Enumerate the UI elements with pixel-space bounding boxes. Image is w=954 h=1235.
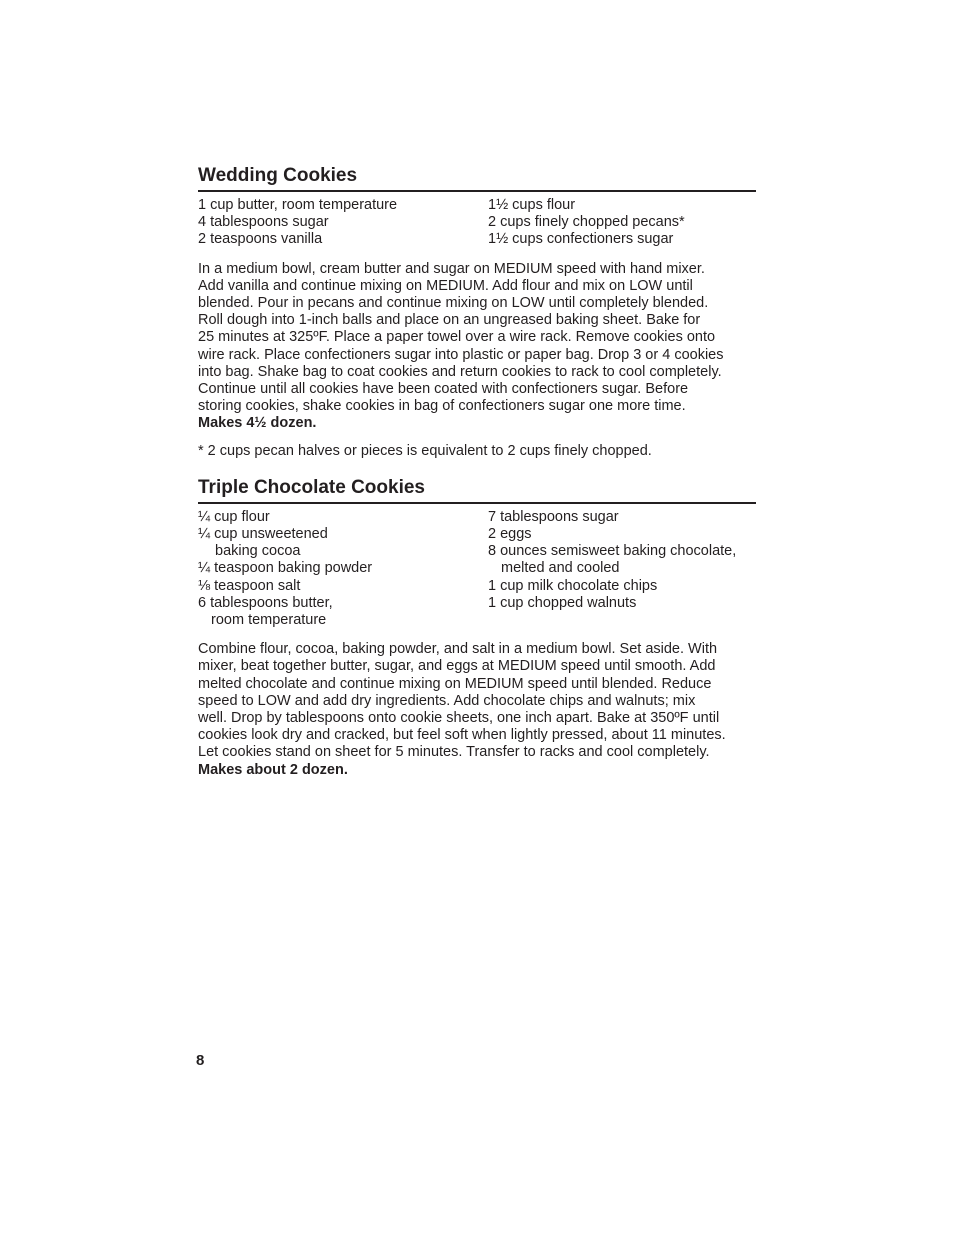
directions-text: Combine flour, cocoa, baking powder, and salt in a medium bowl. Set aside. With mixer, beat together butter, sugar, and eggs at MEDIUM speed until smooth. Add melted chocolate and continue mixing on MEDIUM speed until blended. Reduce speed to LOW and add dry ingredients. Add chocolate chips and walnuts; mix well. Drop by tablespoons onto cookie sheets, one inch apart. Bake at 350ºF until cookies look dry and cracked, but feel soft when lightly pressed, about 11 minutes. Let cookies stand on sheet for 5 minutes. Transfer to racks and cool completely. <box>198 641 726 761</box>
directions-text: In a medium bowl, cream butter and sugar on MEDIUM speed with hand mixer. Add vanilla and continue mixing on MEDIUM. Add flour and mix on LOW until blended. Pour in pecans and continue mixing on LOW until completely blended. Roll dough into 1-inch balls and place on an ungreased baking sheet. Bake for 25 minutes at 325ºF. Place a paper towel over a wire rack. Remove cookies onto wire rack. Place confectioners sugar into plastic or paper bag. Drop 3 or 4 cookies into bag. Shake bag to coat cookies and return cookies to rack to cool completely. Continue until all cookies have been coated with confectioners sugar. Before storing cookies, shake cookies in bag of confectioners sugar one more time. <box>198 260 724 415</box>
recipe-title: Wedding Cookies <box>198 165 756 192</box>
ingredient-text: 1½ cups confectioners sugar <box>488 231 674 248</box>
ingredients-list <box>198 509 756 629</box>
ingredient-text: 1 cup butter, room temperature <box>198 197 398 213</box>
ingredients-column-right <box>488 197 756 249</box>
ingredient-text: ¼ cup flour <box>198 508 270 525</box>
ingredient-text: 1 cup milk chocolate chips <box>488 577 658 594</box>
recipe-yield: Makes 4½ dozen. <box>198 415 317 432</box>
ingredient-text-continued: baking cocoa <box>215 543 301 560</box>
ingredient-item <box>488 197 756 214</box>
ingredients-column-left <box>198 197 488 249</box>
ingredient-item <box>488 526 756 543</box>
page-number: 8 <box>196 1052 205 1069</box>
ingredient-item <box>198 526 488 560</box>
ingredient-item <box>198 560 488 577</box>
recipe-directions <box>198 641 756 779</box>
recipe-page-content <box>198 165 756 779</box>
ingredient-item <box>488 214 756 231</box>
ingredients-column-left <box>198 509 488 629</box>
recipe-triple-chocolate-cookies <box>198 477 756 779</box>
ingredients-column-right <box>488 509 756 629</box>
ingredient-item <box>198 578 488 595</box>
ingredient-text: 1 cup chopped walnuts <box>488 594 637 611</box>
ingredient-item <box>488 595 756 612</box>
ingredient-text: ¼ cup unsweetened <box>198 526 328 543</box>
ingredient-text: 2 cups finely chopped pecans* <box>488 214 685 231</box>
recipe-yield: Makes about 2 dozen. <box>198 761 348 778</box>
ingredient-text: 8 ounces semisweet baking chocolate, <box>488 543 737 560</box>
ingredient-text: ⅛ teaspoon salt <box>198 577 301 594</box>
ingredient-item <box>488 578 756 595</box>
ingredient-item <box>488 509 756 526</box>
ingredient-text: 2 teaspoons vanilla <box>198 231 323 248</box>
recipe-title: Triple Chocolate Cookies <box>198 477 756 504</box>
ingredient-text: 2 eggs <box>488 526 532 543</box>
ingredient-item <box>488 231 756 248</box>
recipe-footnote: * 2 cups pecan halves or pieces is equivalent to 2 cups finely chopped. <box>198 442 652 459</box>
ingredient-text-continued: room temperature <box>211 612 327 629</box>
ingredient-text: 7 tablespoons sugar <box>488 508 619 525</box>
recipe-wedding-cookies <box>198 165 756 460</box>
recipe-directions <box>198 261 756 433</box>
ingredients-list <box>198 197 756 249</box>
ingredient-item <box>198 595 488 629</box>
ingredient-item <box>198 214 488 231</box>
ingredient-item <box>198 231 488 248</box>
ingredient-item <box>198 197 488 214</box>
ingredient-text-continued: melted and cooled <box>501 560 620 577</box>
ingredient-item <box>488 543 756 577</box>
ingredient-text: 6 tablespoons butter, <box>198 594 333 611</box>
ingredient-text: 4 tablespoons sugar <box>198 214 329 231</box>
ingredient-text: ¼ teaspoon baking powder <box>198 560 373 577</box>
ingredient-item <box>198 509 488 526</box>
ingredient-text: 1½ cups flour <box>488 197 576 213</box>
